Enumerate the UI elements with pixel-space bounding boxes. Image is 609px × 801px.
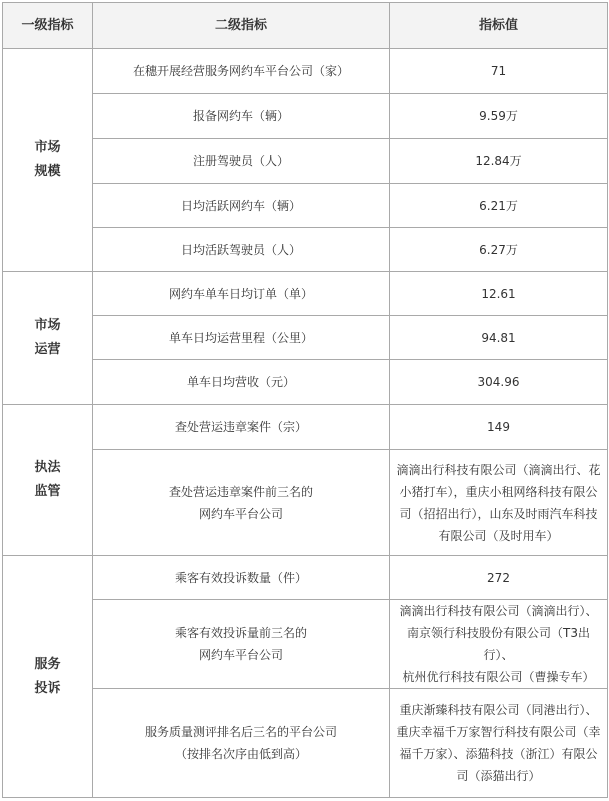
value-cell bbox=[390, 450, 608, 556]
level2-text: 单车日均运营里程（公里） bbox=[168, 330, 313, 345]
level2-text: 日均活跃网约车（辆） bbox=[180, 198, 301, 213]
level2-text: 日均活跃驾驶员（人） bbox=[180, 242, 301, 257]
level2-cell bbox=[93, 450, 390, 556]
level1-text: 市场 bbox=[34, 140, 61, 155]
level2-text: 单车日均营收（元） bbox=[186, 375, 295, 389]
value-text: 重庆幸福千万家智行科技有限公司（幸 bbox=[396, 725, 601, 739]
value-cell bbox=[390, 689, 608, 798]
level2-text: 乘客有效投诉量前三名的 bbox=[174, 626, 307, 640]
table-row bbox=[3, 94, 608, 139]
value-text: 小猪打车），重庆小租网络科技有限公 bbox=[399, 484, 598, 499]
level2-text: 查处营运违章案件前三名的 bbox=[168, 484, 313, 499]
table-row bbox=[3, 405, 608, 450]
level2-cell bbox=[93, 184, 390, 228]
header-level1: 一级指标 bbox=[3, 3, 93, 49]
level1-cell bbox=[3, 556, 93, 798]
level2-cell bbox=[93, 272, 390, 316]
value-text: 6.27万 bbox=[479, 242, 518, 257]
table-row bbox=[3, 450, 608, 556]
level1-text: 监管 bbox=[34, 484, 61, 499]
level2-cell bbox=[93, 49, 390, 94]
value-text: 12.84万 bbox=[475, 154, 522, 168]
table-row bbox=[3, 272, 608, 316]
level2-text: 服务质量测评排名后三名的平台公司 bbox=[144, 725, 337, 739]
value-cell bbox=[390, 184, 608, 228]
table-row bbox=[3, 49, 608, 94]
level2-text: 查处营运违章案件（宗） bbox=[174, 420, 307, 434]
table-row bbox=[3, 556, 608, 600]
value-text: 94.81 bbox=[481, 330, 516, 345]
table-row bbox=[3, 139, 608, 184]
value-cell bbox=[390, 600, 608, 689]
value-text: 司（添猫出行） bbox=[456, 769, 541, 783]
level2-cell bbox=[93, 600, 390, 689]
level1-cell bbox=[3, 272, 93, 405]
table-row bbox=[3, 316, 608, 360]
value-text: 6.21万 bbox=[479, 198, 518, 213]
value-cell bbox=[390, 49, 608, 94]
value-cell bbox=[390, 556, 608, 600]
table-row bbox=[3, 600, 608, 689]
level2-text: 报备网约车（辆） bbox=[192, 109, 289, 123]
level2-cell bbox=[93, 139, 390, 184]
level2-text: 网约车平台公司 bbox=[198, 648, 283, 662]
level1-cell bbox=[3, 49, 93, 272]
level2-text: 乘客有效投诉数量（件） bbox=[174, 570, 307, 585]
value-cell bbox=[390, 316, 608, 360]
value-text: 304.96 bbox=[477, 375, 520, 389]
level2-text: 网约车平台公司 bbox=[198, 506, 283, 521]
value-cell bbox=[390, 228, 608, 272]
value-text: 杭州优行科技有限公司（曹操专车） bbox=[402, 670, 595, 684]
value-cell bbox=[390, 94, 608, 139]
level2-text: 注册驾驶员（人） bbox=[192, 154, 289, 168]
table-row bbox=[3, 184, 608, 228]
level1-text: 投诉 bbox=[34, 680, 61, 696]
indicator-table bbox=[2, 2, 608, 798]
level2-cell bbox=[93, 316, 390, 360]
level2-cell bbox=[93, 405, 390, 450]
table-row bbox=[3, 689, 608, 798]
value-text: 12.61 bbox=[481, 286, 516, 301]
value-text: 南京领行科技股份有限公司（T3出行）、 bbox=[407, 626, 590, 662]
level2-cell bbox=[93, 94, 390, 139]
value-cell bbox=[390, 139, 608, 184]
level2-text: 网约车单车日均订单（单） bbox=[168, 286, 313, 301]
level2-cell bbox=[93, 228, 390, 272]
value-text: 滴滴出行科技有限公司（滴滴出行、花 bbox=[396, 462, 601, 477]
value-cell bbox=[390, 405, 608, 450]
level2-text: 在穗开展经营服务网约车平台公司（家） bbox=[132, 64, 349, 78]
value-text: 71 bbox=[490, 64, 507, 78]
table-row bbox=[3, 228, 608, 272]
header-level2: 二级指标 bbox=[93, 3, 390, 49]
level1-text: 规模 bbox=[34, 164, 61, 179]
level2-cell bbox=[93, 689, 390, 798]
level2-cell bbox=[93, 360, 390, 405]
header-value: 指标值 bbox=[390, 3, 608, 49]
value-text: 9.59万 bbox=[479, 109, 518, 123]
value-text: 有限公司（及时用车） bbox=[438, 528, 559, 543]
level1-text: 市场 bbox=[34, 318, 61, 333]
value-cell bbox=[390, 360, 608, 405]
level2-text: （按排名次序由低到高） bbox=[174, 747, 307, 761]
value-cell bbox=[390, 272, 608, 316]
value-text: 福千万家）、添猫科技（浙江）有限公 bbox=[399, 747, 598, 761]
table-row bbox=[3, 360, 608, 405]
level1-text: 服务 bbox=[34, 656, 61, 672]
header-row bbox=[3, 3, 608, 49]
value-text: 149 bbox=[487, 420, 510, 434]
level1-cell bbox=[3, 405, 93, 556]
value-text: 滴滴出行科技有限公司（滴滴出行）、 bbox=[399, 604, 598, 618]
value-text: 272 bbox=[487, 570, 510, 585]
level1-text: 运营 bbox=[34, 342, 61, 357]
level2-cell bbox=[93, 556, 390, 600]
value-text: 司（招招出行），山东及时雨汽车科技 bbox=[399, 506, 598, 521]
value-text: 重庆渐臻科技有限公司（同港出行）、 bbox=[399, 703, 598, 717]
level1-text: 执法 bbox=[34, 460, 61, 475]
table-body bbox=[3, 49, 608, 798]
